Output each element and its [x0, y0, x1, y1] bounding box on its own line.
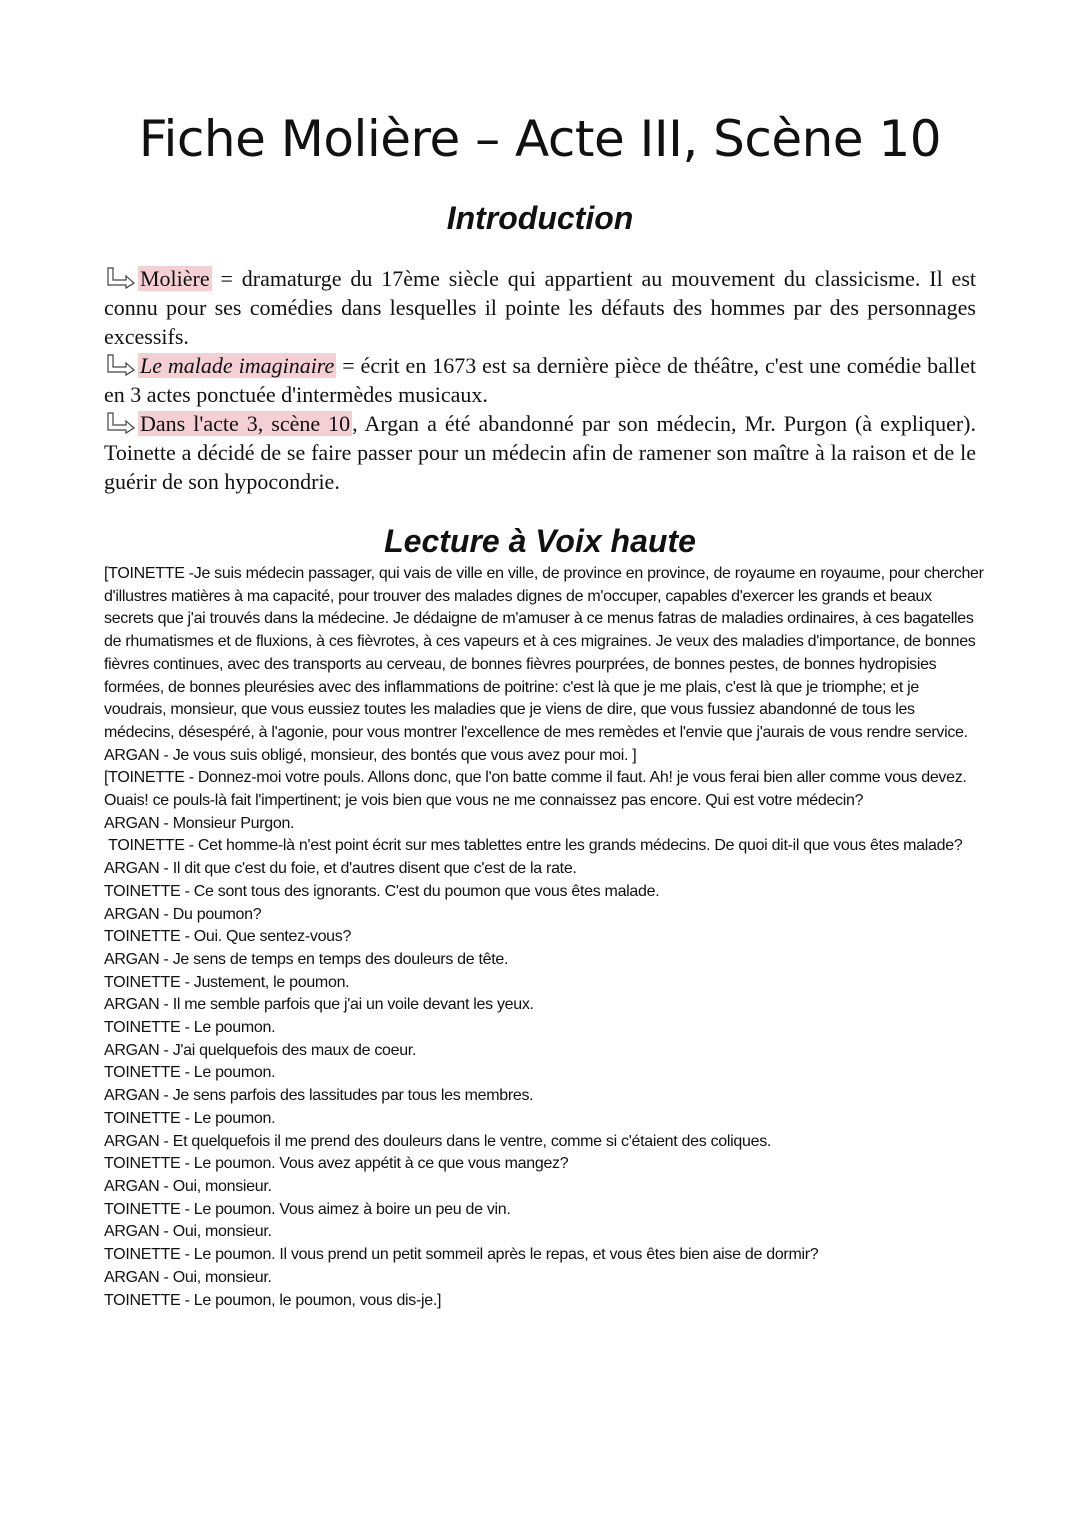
highlight-moliere: Molière [140, 266, 210, 291]
reading-heading: Lecture à Voix haute [384, 523, 696, 559]
intro-paragraph-moliere [104, 264, 976, 351]
dialogue-section [104, 563, 984, 1312]
highlight-malade-imaginaire: Le malade imaginaire [140, 353, 335, 378]
dialogue-line: TOINETTE - Oui. Que sentez-vous? [104, 928, 352, 946]
bent-arrow-icon [106, 354, 136, 376]
dialogue-line: ARGAN - Je sens parfois des lassitudes par tous les membres. [104, 1087, 534, 1105]
intro-text: = écrit en 1673 est sa dernière pièce de théâtre, c'est une comédie ballet en 3 actes ponctuée d'intermèdes musicaux. [104, 353, 976, 407]
intro-text: = dramaturge du 17ème siècle qui appartient au mouvement du classicisme. Il est connu pour ses comédies dans lesquelles il pointe les défauts des hommes par des personnages excessifs. [104, 266, 976, 349]
dialogue-line: TOINETTE - Le poumon. Il vous prend un petit sommeil après le repas, et vous êtes bien aise de dormir? [104, 1246, 819, 1264]
dialogue-line: TOINETTE - Le poumon. [104, 1064, 276, 1082]
dialogue-line: ARGAN - Oui, monsieur. [104, 1177, 272, 1195]
dialogue-line: ARGAN - Du poumon? [104, 905, 262, 923]
intro-paragraph-malade-imaginaire [104, 351, 976, 409]
dialogue-line: TOINETTE - Cet homme-là n'est point écrit sur mes tablettes entre les grands médecins. De quoi dit-il que vous êtes malade? [104, 837, 963, 855]
dialogue-line: TOINETTE - Ce sont tous des ignorants. C'est du poumon que vous êtes malade. [104, 882, 660, 900]
dialogue-line: ARGAN - Il me semble parfois que j'ai un voile devant les yeux. [104, 996, 534, 1014]
dialogue-line: TOINETTE - Le poumon. [104, 1019, 276, 1037]
page-title: Fiche Molière – Acte III, Scène 10 [138, 110, 942, 168]
highlight-acte-3: Dans l'acte 3, scène 10 [140, 411, 351, 436]
dialogue-line: TOINETTE - Le poumon. [104, 1109, 276, 1127]
dialogue-line: [TOINETTE - Donnez-moi votre pouls. Allons donc, que l'on batte comme il faut. Ah! je vous ferai bien aller comme vous devez. Ouais! ce pouls-là fait l'impertinent; je vois bien que vous ne me connaissez pas encore. Qui est votre médecin? [104, 769, 967, 810]
bent-arrow-icon [106, 267, 136, 289]
dialogue-line: TOINETTE - Le poumon. Vous aimez à boire un peu de vin. [104, 1200, 511, 1218]
dialogue-line: TOINETTE - Le poumon. Vous avez appétit à ce que vous mangez? [104, 1155, 569, 1173]
dialogue-line: TOINETTE - Le poumon, le poumon, vous dis-je.] [104, 1291, 442, 1309]
dialogue-line: ARGAN - Et quelquefois il me prend des douleurs dans le ventre, comme si c'étaient des coliques. [104, 1132, 772, 1150]
intro-paragraph-acte-3 [104, 409, 976, 496]
intro-text: , Argan a été abandonné par son médecin, Mr. Purgon (à expliquer). Toinette a décidé de se faire passer pour un médecin afin de ramener son maître à la raison et de le guérir de son hypocondrie. [104, 411, 976, 494]
dialogue-line: TOINETTE - Justement, le poumon. [104, 973, 350, 991]
dialogue-line: ARGAN - J'ai quelquefois des maux de coeur. [104, 1041, 417, 1059]
bent-arrow-icon [106, 412, 136, 434]
introduction-section [104, 264, 976, 496]
dialogue-line: ARGAN - Oui, monsieur. [104, 1268, 272, 1286]
dialogue-line: ARGAN - Il dit que c'est du foie, et d'autres disent que c'est de la rate. [104, 860, 577, 878]
dialogue-line: ARGAN - Je vous suis obligé, monsieur, des bontés que vous avez pour moi. ] [104, 746, 637, 764]
dialogue-line: ARGAN - Je sens de temps en temps des douleurs de tête. [104, 950, 509, 968]
dialogue-line: [TOINETTE -Je suis médecin passager, qui vais de ville en ville, de province en province, de royaume en royaume, pour chercher d'illustres matières à ma capacité, pour trouver des malades dignes de m'occuper, capables d'exercer les grands et beaux secrets que j'ai trouvés dans la médecine. Je dédaigne de m'amuser à ce menus fatras de maladies ordinaires, à ces bagatelles de rhumatismes et de fluxions, à ces fièvrotes, à ces vapeurs et à ces migraines. Je veux des maladies d'importance, de bonnes fièvres continues, avec des transports au cerveau, de bonnes fièvres pourprées, de bonnes pestes, de bonnes hydropisies formées, de bonnes pleurésies avec des inflammations de poitrine: c'est là que je me plais, c'est là que je triomphe; et je voudrais, monsieur, que vous eussiez toutes les maladies que je viens de dire, que vous fussiez abandonné de tous les médecins, désespéré, à l'agonie, pour vous montrer l'excellence de mes remèdes et l'envie que j'aurais de vous rendre service. [104, 565, 984, 741]
introduction-heading: Introduction [446, 200, 634, 236]
dialogue-line: ARGAN - Monsieur Purgon. [104, 814, 295, 832]
dialogue-line: ARGAN - Oui, monsieur. [104, 1223, 272, 1241]
